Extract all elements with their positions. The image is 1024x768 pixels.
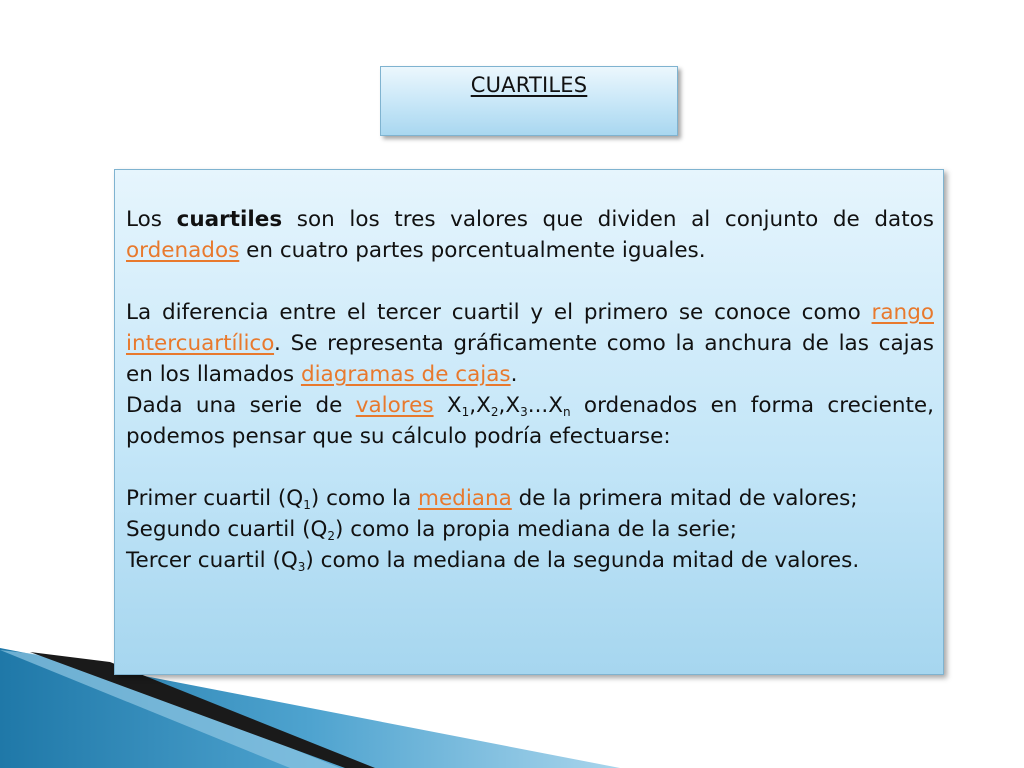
paragraph-serie: Dada una serie de valores $X_1,X_2,X_3...X_n$ ordenados en forma creciente, podemos pensar que su cálculo podría efectuarse: <box>126 393 934 449</box>
term-cuartiles: cuartiles <box>176 207 283 232</box>
content-box <box>114 169 944 675</box>
link-ordenados[interactable]: ordenados <box>126 238 240 263</box>
paragraph-tercer-cuartil: Tercer cuartil $(Q_3)$ como la mediana de la segunda mitad de valores. <box>126 548 860 574</box>
link-rango-intercuartilico[interactable]: rango intercuartílico <box>126 300 934 356</box>
slide-title: CUARTILES <box>470 73 588 97</box>
title-box <box>380 66 678 136</box>
paragraph-primer-cuartil: Primer cuartil $(Q_1)$ como la mediana de la primera mitad de valores; <box>126 486 858 512</box>
link-diagramas-de-cajas[interactable]: diagramas de cajas <box>300 362 511 387</box>
link-mediana[interactable]: mediana <box>418 486 512 511</box>
link-valores[interactable]: valores <box>355 393 434 418</box>
paragraph-definition: Los cuartiles son los tres valores que dividen al conjunto de datos ordenados en cuatro partes porcentualmente iguales. <box>126 207 934 263</box>
paragraph-segundo-cuartil: Segundo cuartil $(Q_2)$ como la propia mediana de la serie; <box>126 517 737 543</box>
paragraph-rango: La diferencia entre el tercer cuartil y el primero se conoce como rango intercuartílico. Se representa gráficamente como la anchura de las cajas en los llamados diagramas de cajas. <box>126 300 934 387</box>
